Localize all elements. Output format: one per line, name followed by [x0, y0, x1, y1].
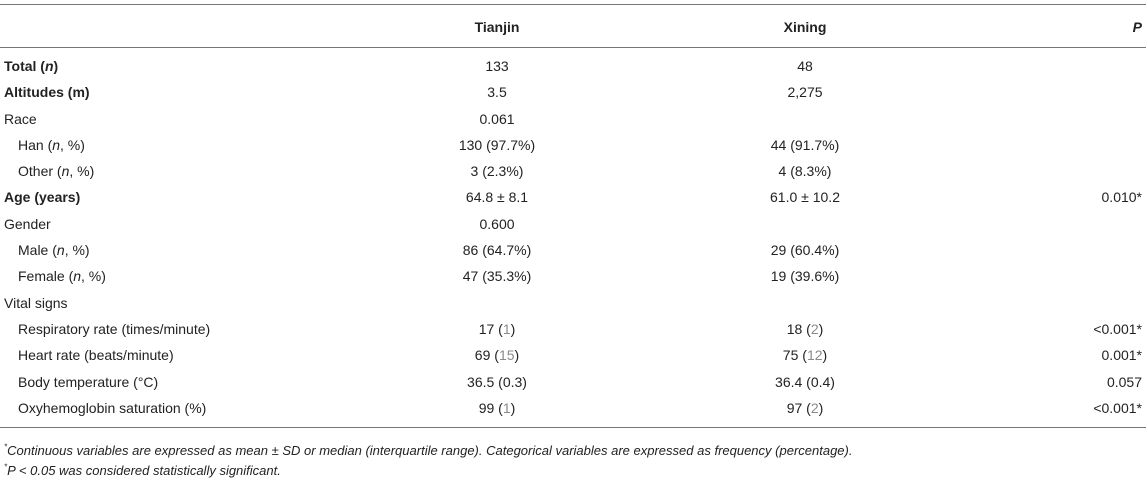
p-value: 0.057 [1106, 373, 1142, 390]
table-row: Female (n, %) 47 (35.3%) 19 (39.6%) [18, 268, 840, 285]
table-header-row [0, 5, 1146, 47]
table-row: Age (years) 64.8 ± 8.1 61.0 ± 10.2 0.010* [4, 189, 1142, 206]
table-row: Altitudes (m) 3.5 2,275 [4, 84, 823, 101]
header-cell-tianjin: Tianjin [474, 19, 520, 35]
table-row: Total (n) 133 48 [4, 58, 813, 74]
table-row: Respiratory rate (times/minute) 17 (1) 18 (2) <0.001* [18, 320, 1142, 337]
p-value: 0.010* [1101, 189, 1142, 206]
row-label: Race [4, 110, 37, 127]
p-value: <0.001* [1093, 320, 1142, 337]
row-label: Oxyhemoglobin saturation (%) [18, 399, 207, 416]
row-label: Han (n, %) [18, 136, 85, 153]
header-cell-xining: Xining [783, 19, 827, 35]
header-cell-p: P [1132, 19, 1142, 35]
table-row [0, 291, 1146, 317]
table-row: Race 0.061 [4, 110, 515, 127]
table-row: Male (n, %) 86 (64.7%) 29 (60.4%) [18, 242, 840, 259]
row-label: Age (years) [4, 189, 81, 206]
table-bottom-rule [0, 427, 1146, 428]
row-label: Vital signs [4, 294, 68, 311]
row-label: Altitudes (m) [4, 84, 90, 101]
table-row: Oxyhemoglobin saturation (%) 99 (1) 97 (2) <0.001* [18, 399, 1142, 416]
row-label: Heart rate (beats/minute) [18, 347, 174, 364]
row-label: Female (n, %) [18, 268, 106, 285]
p-value: 0.001* [1101, 347, 1142, 364]
table-body [0, 54, 1146, 422]
row-label: Other (n, %) [18, 163, 95, 180]
row-label: Total (n) [4, 58, 59, 74]
row-label: Male (n, %) [18, 242, 90, 259]
row-label: Body temperature (°C) [18, 373, 159, 390]
row-label: Gender [4, 215, 51, 232]
row-label: Respiratory rate (times/minute) [18, 320, 211, 337]
table-row: Han (n, %) 130 (97.7%) 44 (91.7%) [18, 136, 840, 153]
footnote: *P < 0.05 was considered statistically significant. [4, 462, 281, 478]
table-row: Heart rate (beats/minute) 69 (15) 75 (12) 0.001* [18, 347, 1142, 364]
footnote: *Continuous variables are expressed as mean ± SD or median (interquartile range). Categorical variables are expressed as frequency (percentage). [4, 442, 853, 458]
table-row: Gender 0.600 [4, 215, 515, 232]
table-row: Body temperature (°C) 36.5 (0.3) 36.4 (0.4) 0.057 [18, 373, 1142, 390]
table-footnotes [4, 442, 852, 482]
table-header-rule [0, 47, 1146, 48]
table-row: Other (n, %) 3 (2.3%) 4 (8.3%) [18, 163, 832, 180]
p-value: <0.001* [1093, 399, 1142, 416]
